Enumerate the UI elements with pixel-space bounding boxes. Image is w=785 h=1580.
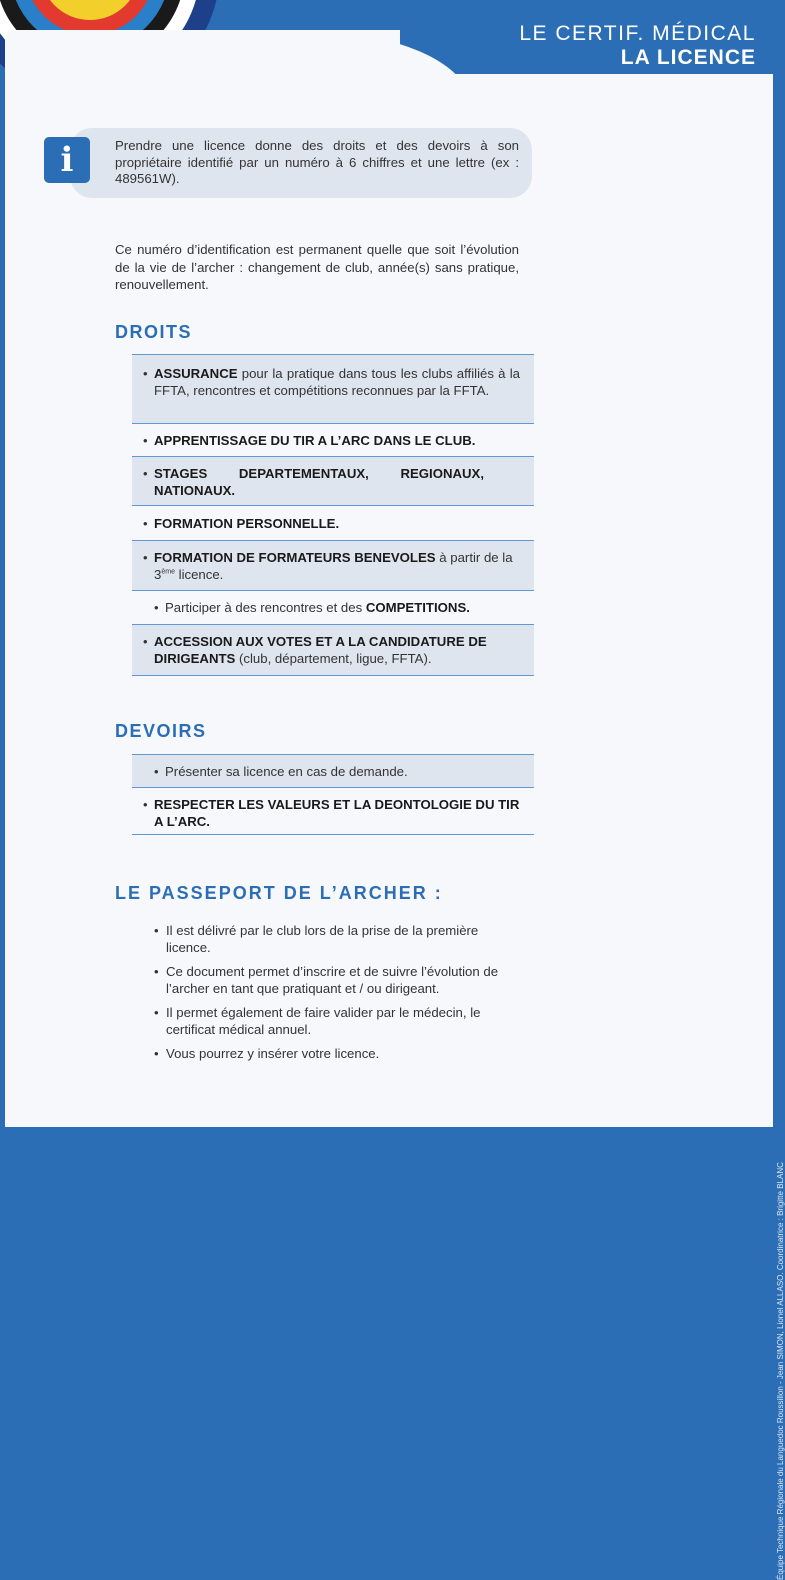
bullet: • xyxy=(143,466,148,481)
bold-term: STAGES DEPARTEMENTAUX, REGIONAUX, NATIONAUX. xyxy=(154,466,484,498)
droits-item-assurance xyxy=(132,355,534,424)
devoirs-item-presenter xyxy=(132,755,534,788)
bold-term: FORMATION PERSONNELLE. xyxy=(154,516,340,531)
droits-item-stages xyxy=(132,457,534,506)
droits-item-text xyxy=(154,633,520,667)
droits-item-competitions xyxy=(132,591,534,625)
info-text: Prendre une licence donne des droits et des devoirs à son propriétaire identifié par un numéro à 6 chiffres et une lettre (ex : 489561W). xyxy=(115,138,519,186)
bullet: • xyxy=(154,1046,159,1061)
passeport-list xyxy=(154,922,520,1069)
side-caption: Équipe Technique Régionale du Languedoc Roussillon - Jean SIMON, Lionel ALLASO. Coordinatrice : Brigitte BLANC xyxy=(776,1162,785,1580)
droits-item-text xyxy=(154,365,520,399)
info-icon: i xyxy=(44,137,90,183)
bullet: • xyxy=(154,764,159,779)
bullet: • xyxy=(143,366,148,381)
bullet: • xyxy=(143,516,148,531)
droits-item-text xyxy=(154,549,520,583)
bold-term: FORMATION DE FORMATEURS BENEVOLES xyxy=(154,550,436,565)
bullet: • xyxy=(143,433,148,448)
intro-paragraph: Ce numéro d’identification est permanent quelle que soit l’évolution de la vie de l’archer : changement de club, année(s) sans pratique, renouvellement. xyxy=(115,242,519,292)
droits-item-votes xyxy=(132,625,534,676)
passeport-item xyxy=(154,1004,520,1038)
passeport-item-text: Il permet également de faire valider par le médecin, le certificat médical annuel. xyxy=(166,1005,481,1037)
bullet: • xyxy=(154,600,159,615)
passeport-item-text: Il est délivré par le club lors de la prise de la première licence. xyxy=(166,923,479,955)
item-rest: à partir de la 3 xyxy=(154,550,513,582)
bullet: • xyxy=(143,634,148,649)
item-rest: pour la pratique dans tous les clubs affiliés à la FFTA, rencontres et compétitions reconnues par la FFTA. xyxy=(154,366,520,398)
archery-target-decoration xyxy=(0,0,215,30)
passeport-item xyxy=(154,963,520,997)
droits-item-apprentissage xyxy=(132,424,534,457)
droits-item-formation-personnelle xyxy=(132,506,534,541)
devoirs-item-text: Présenter sa licence en cas de demande. xyxy=(165,764,408,779)
bold-term: ACCESSION AUX VOTES ET A LA CANDIDATURE DE DIRIGEANTS xyxy=(154,634,487,666)
passeport-item-text: Ce document permet d’inscrire et de suivre l’évolution de l’archer en tant que pratiquant et / ou dirigeant. xyxy=(166,964,499,996)
bullet: • xyxy=(143,797,148,812)
header-line-2: LA LICENCE xyxy=(620,46,756,69)
droits-item-text xyxy=(154,515,520,532)
item-rest: (club, département, ligue, FFTA). xyxy=(235,651,432,666)
superscript: ème xyxy=(161,568,175,576)
passeport-item xyxy=(154,922,520,956)
devoirs-item-respecter xyxy=(132,788,534,835)
page-header xyxy=(519,22,756,70)
bullet: • xyxy=(154,1005,159,1020)
item-rest: licence. xyxy=(174,567,224,582)
item-pre: Participer à des rencontres et des xyxy=(165,600,366,615)
bullet: • xyxy=(154,964,159,979)
header-line-1: LE CERTIF. MÉDICAL xyxy=(519,22,756,45)
droits-item-text xyxy=(154,465,484,499)
passeport-item-text: Vous pourrez y insérer votre licence. xyxy=(166,1046,380,1061)
devoirs-item-text xyxy=(154,796,520,830)
bullet: • xyxy=(154,923,159,938)
bold-term: RESPECTER LES VALEURS ET LA DEONTOLOGIE DU TIR A L’ARC. xyxy=(154,797,520,829)
bold-term: ASSURANCE xyxy=(154,366,238,381)
section-title-droits: DROITS xyxy=(115,322,193,342)
bullet: • xyxy=(143,550,148,565)
droits-item-text xyxy=(165,599,520,616)
droits-item-formateurs xyxy=(132,541,534,591)
bold-term: COMPETITIONS. xyxy=(365,600,470,615)
droits-item-text xyxy=(154,432,520,449)
passeport-item xyxy=(154,1045,520,1062)
section-title-passeport: LE PASSEPORT DE L’ARCHER : xyxy=(115,883,443,903)
bold-term: APPRENTISSAGE DU TIR A L’ARC DANS LE CLUB. xyxy=(154,433,476,448)
section-title-devoirs: DEVOIRS xyxy=(115,721,207,741)
